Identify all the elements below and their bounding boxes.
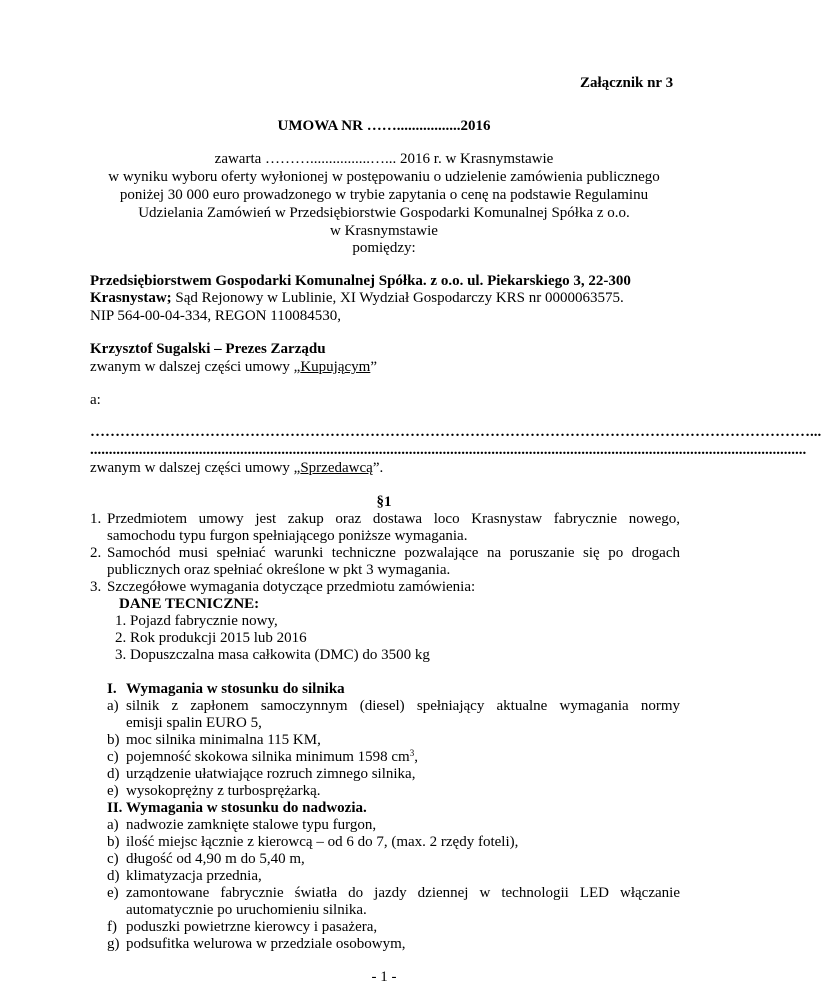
buyer-line-3: NIP 564-00-04-334, REGON 110084530, — [90, 308, 341, 324]
intro-line-5: w Krasnymstawie — [330, 223, 438, 239]
point-1-line-1: Przedmiotem umowy jest zakup oraz dostawa loco Krasnystaw fabrycznie nowego, — [107, 511, 680, 527]
representative-name: Krzysztof Sugalski – Prezes Zarządu — [90, 341, 326, 357]
body-item-a-mark: a) — [107, 817, 119, 833]
intro-line-6: pomiędzy: — [352, 240, 416, 256]
body-item-c-mark: c) — [107, 851, 119, 867]
intro-line-1: zawarta ………................…... 2016 r. w Krasnymstawie — [214, 151, 554, 167]
engine-heading: Wymagania w stosunku do silnika — [126, 681, 345, 697]
engine-item-a-line-2: emisji spalin EURO 5, — [126, 715, 262, 731]
engine-item-c: pojemność skokowa silnika minimum 1598 $cm^3$, — [126, 748, 418, 765]
seller-dots-1: ………………………………………………………………………………………………………………………………... — [90, 424, 821, 440]
body-item-b: ilość miejsc łącznie z kierowcą – od 6 do 7, (max. 2 rzędy foteli), — [126, 834, 519, 850]
engine-item-d-mark: d) — [107, 766, 120, 782]
engine-section-number: I. — [107, 681, 117, 697]
body-item-d: klimatyzacja przednia, — [126, 868, 262, 884]
body-item-d-mark: d) — [107, 868, 120, 884]
body-item-b-mark: b) — [107, 834, 120, 850]
point-3-number: 3. — [90, 579, 102, 595]
point-2-number: 2. — [90, 545, 102, 561]
body-item-a: nadwozie zamknięte stalowe typu furgon, — [126, 817, 377, 833]
body-item-f: poduszki powietrzne kierowcy i pasażera, — [126, 919, 378, 935]
engine-item-a-line-1: silnik z zapłonem samoczynnym (diesel) spełniający aktualne wymagania normy — [126, 698, 680, 714]
body-item-g: podsufitka welurowa w przedziale osobowym, — [126, 936, 406, 952]
seller-role: zwanym w dalszej części umowy „Sprzedawcą”. — [90, 460, 384, 476]
tech-item-3: 3. Dopuszczalna masa całkowita (DMC) do 3500 kg — [115, 647, 430, 663]
buyer-role-word: Kupującym — [300, 359, 371, 375]
body-item-e-line-2: automatycznie po uruchomieniu silnika. — [126, 902, 367, 918]
buyer-role: zwanym w dalszej części umowy „Kupującym” — [90, 359, 377, 375]
buyer-city: Krasnystaw; — [90, 290, 172, 306]
tech-item-1: 1. Pojazd fabrycznie nowy, — [115, 613, 278, 629]
body-heading: Wymagania w stosunku do nadwozia. — [126, 800, 367, 816]
buyer-line-1: Przedsiębiorstwem Gospodarki Komunalnej Spółka. z o.o. ul. Piekarskiego 3, 22-300 — [90, 273, 631, 289]
seller-dots-2: ............................................................................................................................................................................................... — [90, 442, 807, 458]
section-heading: §1 — [376, 494, 392, 510]
engine-item-e: wysokoprężny z turbosprężarką. — [126, 783, 321, 799]
engine-item-d: urządzenie ułatwiające rozruch zimnego silnika, — [126, 766, 416, 782]
engine-item-e-mark: e) — [107, 783, 119, 799]
body-item-e-mark: e) — [107, 885, 119, 901]
point-1-line-2: samochodu typu furgon spełniającego poniższe wymagania. — [107, 528, 468, 544]
body-item-e-line-1: zamontowane fabrycznie światła do jazdy dziennej w technologii LED włączanie — [126, 885, 680, 901]
engine-item-b-mark: b) — [107, 732, 120, 748]
body-item-f-mark: f) — [107, 919, 117, 935]
tech-heading: DANE TECNICZNE: — [119, 596, 260, 612]
point-2-line-2: publicznych oraz spełniać określone w pkt 3 wymagania. — [107, 562, 451, 578]
intro-line-3: poniżej 30 000 euro prowadzonego w trybie zapytania o cenę na podstawie Regulaminu — [119, 187, 649, 203]
point-3-line-1: Szczegółowe wymagania dotyczące przedmiotu zamówienia: — [107, 579, 476, 595]
point-2-line-1: Samochód musi spełniać warunki techniczne pozwalające na poruszanie się po drogach — [107, 545, 680, 561]
intro-line-2: w wyniku wyboru oferty wyłonionej w postępowaniu o udzielenie zamówienia publicznego — [108, 169, 660, 185]
intro-line-4: Udzielania Zamówień w Przedsiębiorstwie Gospodarki Komunalnej Spółka z o.o. — [138, 205, 630, 221]
tech-item-2: 2. Rok produkcji 2015 lub 2016 — [115, 630, 307, 646]
seller-role-word: Sprzedawcą — [300, 460, 373, 476]
a-label: a: — [90, 392, 101, 408]
engine-item-c-mark: c) — [107, 749, 119, 765]
superscript: 3 — [409, 748, 415, 758]
body-item-g-mark: g) — [107, 936, 120, 952]
page-number: - 1 - — [371, 969, 397, 985]
engine-item-b: moc silnika minimalna 115 KM, — [126, 732, 321, 748]
body-section-number: II. — [107, 800, 123, 816]
engine-item-a-mark: a) — [107, 698, 119, 714]
buyer-line-2 — [90, 290, 624, 307]
buyer-registry: Sąd Rejonowy w Lublinie, XI Wydział Gospodarczy KRS nr 0000063575. — [171, 290, 624, 306]
body-item-c: długość od 4,90 m do 5,40 m, — [126, 851, 305, 867]
point-1-number: 1. — [90, 511, 102, 527]
contract-title: UMOWA NR …….................2016 — [277, 118, 491, 134]
annex-label: Załącznik nr 3 — [580, 75, 674, 91]
